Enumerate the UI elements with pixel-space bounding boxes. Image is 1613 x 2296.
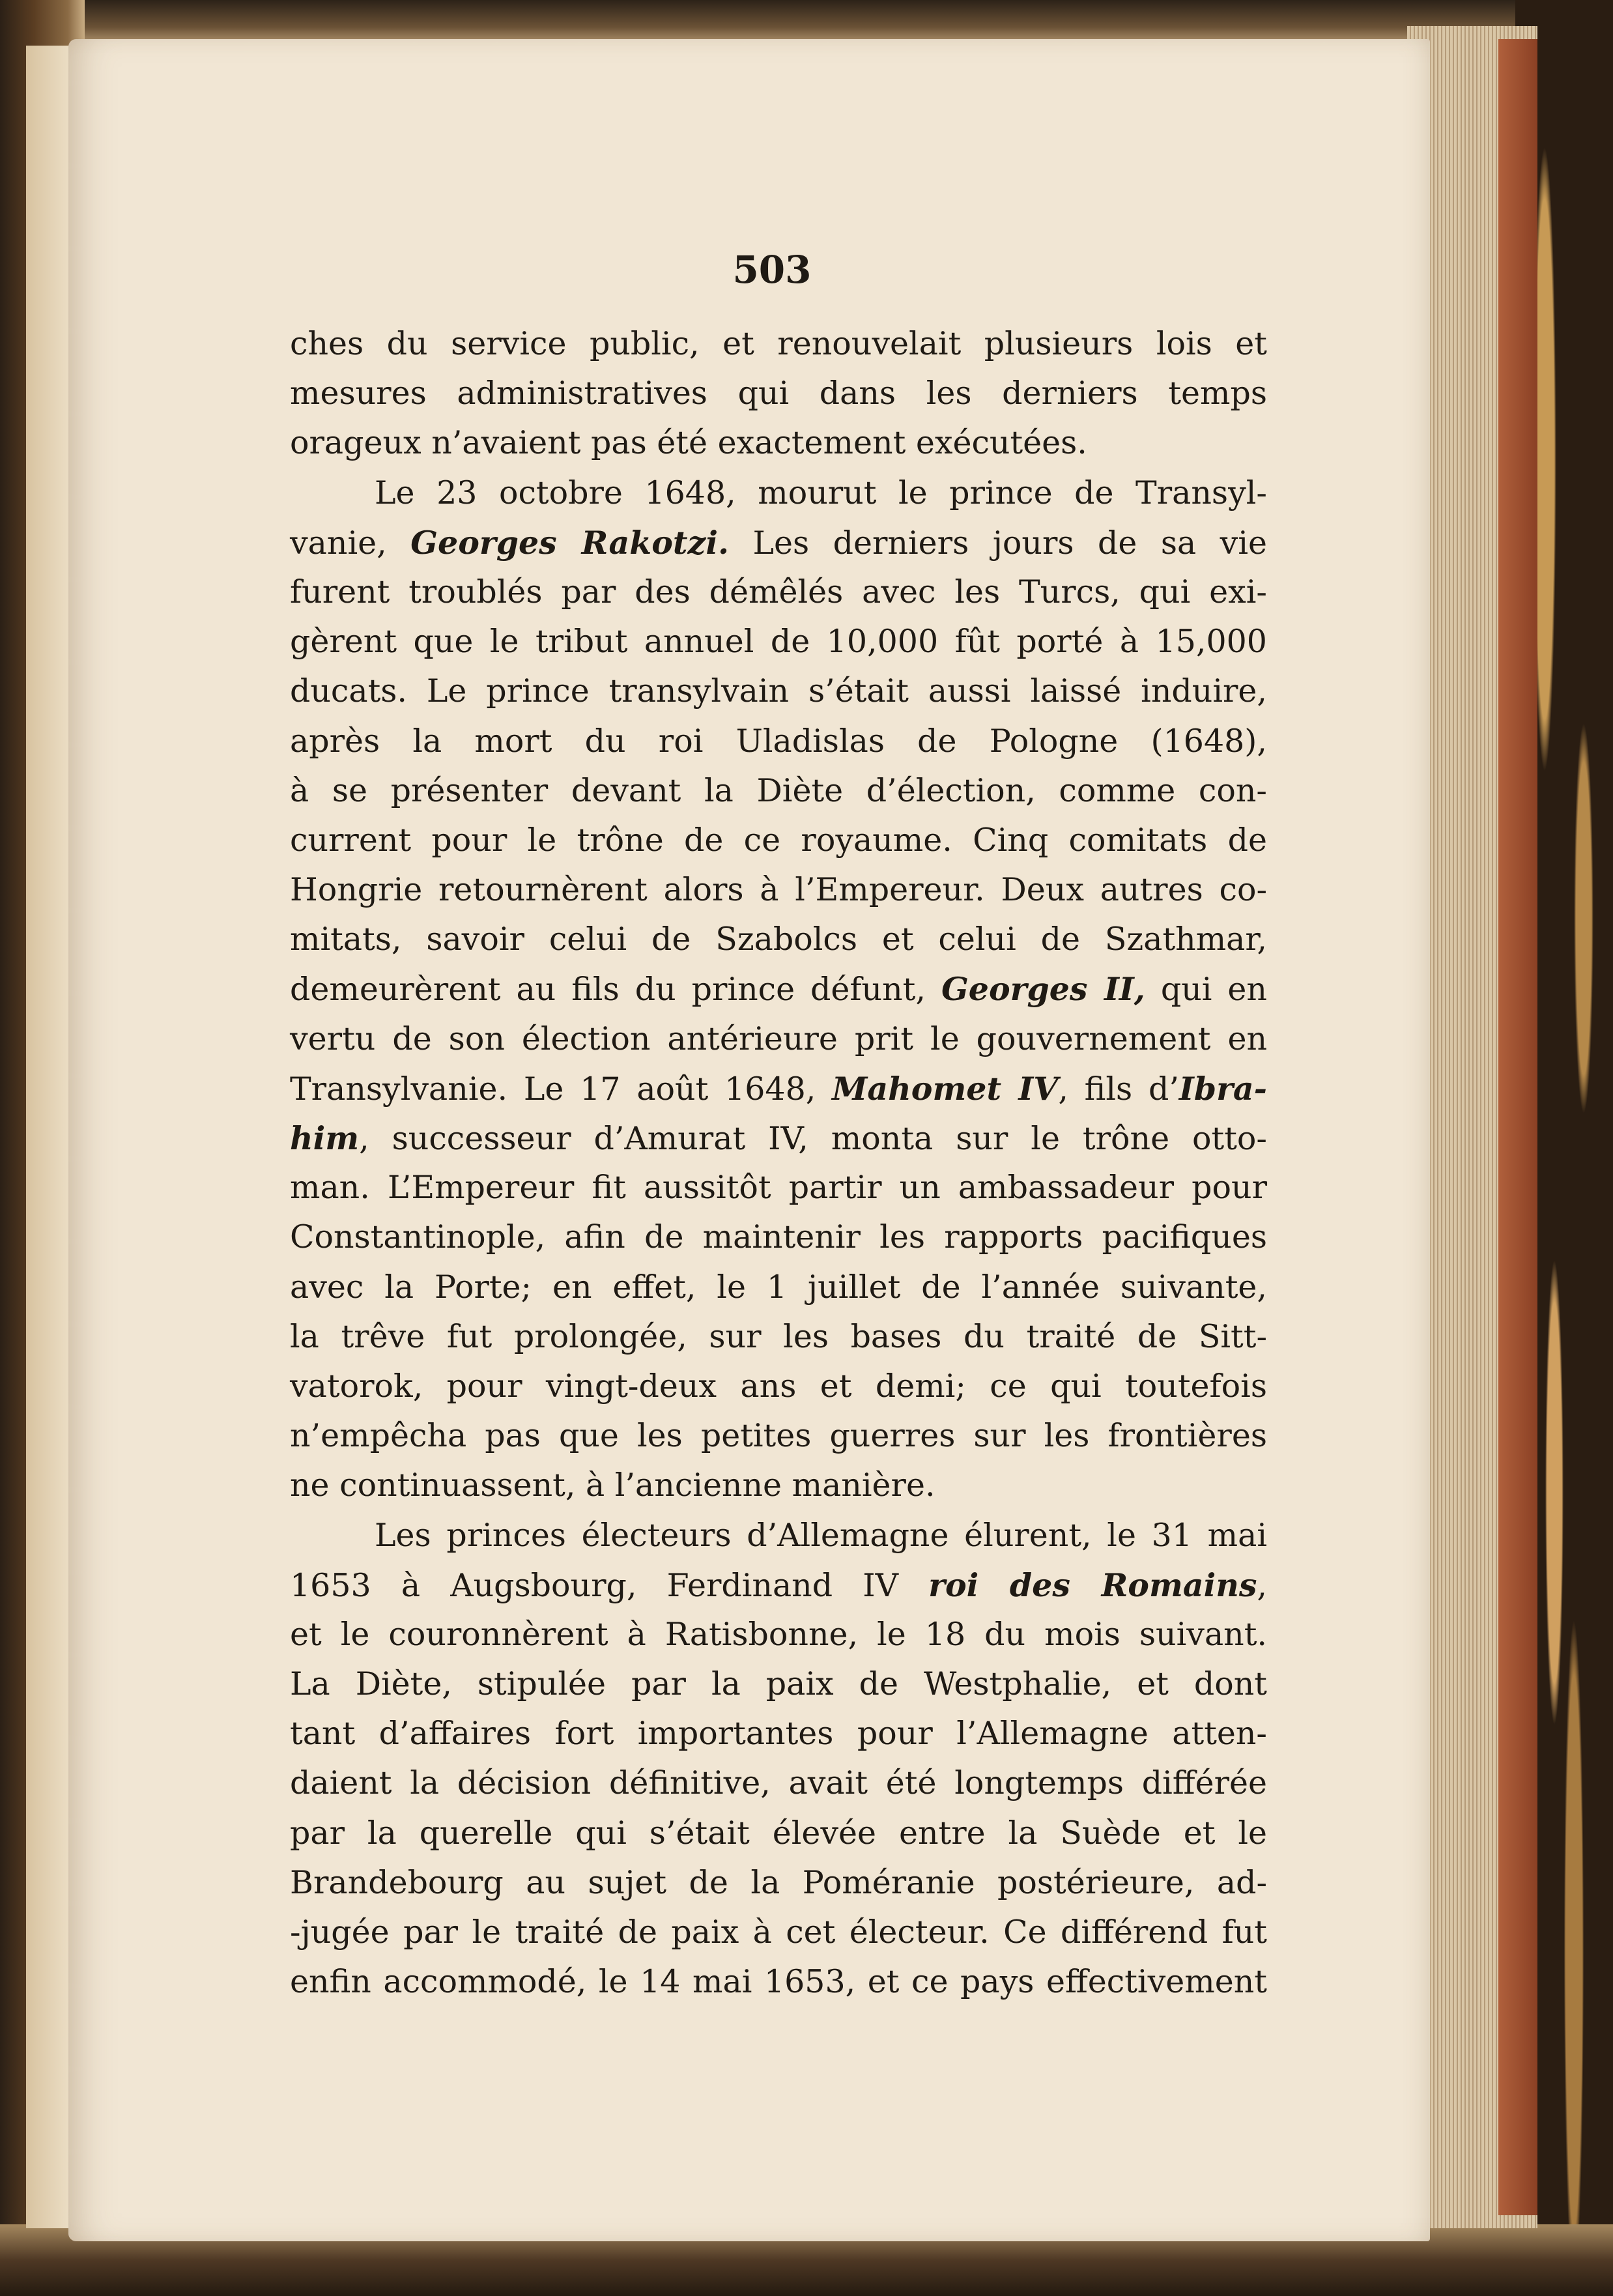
text-segment: à se présenter devant la Diète d’élection, comme con- (290, 771, 1267, 809)
text-line (290, 964, 1267, 1014)
text-segment: qui en (1145, 971, 1267, 1009)
text-line (290, 518, 1267, 567)
text-line (290, 865, 1267, 915)
text-segment: demeurèrent au fils du prince défunt, (290, 971, 941, 1009)
text-line (290, 1957, 1267, 2007)
body-text (290, 319, 1267, 2007)
text-segment: current pour le trône de ce royaume. Cinq comitats de (290, 821, 1267, 859)
text-line (290, 1610, 1267, 1659)
text-line (290, 1511, 1267, 1560)
text-line (290, 319, 1267, 369)
text-segment: mesures administratives qui dans les derniers temps (290, 375, 1267, 412)
text-segment: Hongrie retournèrent alors à l’Empereur. Deux autres co- (290, 871, 1267, 909)
text-segment: ne continuassent, à l’ancienne manière. (290, 1467, 935, 1504)
text-line (290, 717, 1267, 766)
text-segment: la trêve fut prolongée, sur les bases du traité de Sitt- (290, 1317, 1267, 1355)
text-line (290, 1312, 1267, 1362)
text-segment: Les princes électeurs d’Allemagne élurent, le 31 mai (375, 1516, 1267, 1554)
book-page (68, 39, 1430, 2241)
text-line (290, 1560, 1267, 1610)
text-line (290, 617, 1267, 667)
italic-name: Ibra- (1178, 1069, 1267, 1108)
text-line (290, 1461, 1267, 1510)
text-segment: 1653 à Augsbourg, Ferdinand IV (290, 1566, 929, 1604)
page-number: 503 (732, 248, 812, 292)
text-segment: daient la décision définitive, avait été longtemps différée (290, 1764, 1267, 1802)
text-line (290, 667, 1267, 716)
text-segment: furent troublés par des démêlés avec les Turcs, qui exi- (290, 573, 1267, 610)
text-segment: vatorok, pour vingt-deux ans et demi; ce qui toutefois (290, 1367, 1267, 1405)
text-line (290, 1858, 1267, 1908)
text-line (290, 915, 1267, 964)
text-segment: Brandebourg au sujet de la Poméranie postérieure, ad- (290, 1863, 1267, 1901)
cover-board-edge (1498, 39, 1537, 2215)
text-line (290, 1709, 1267, 1758)
text-segment: man. L’Empereur fit aussitôt partir un ambassadeur pour (290, 1169, 1267, 1207)
text-line (290, 1163, 1267, 1213)
text-line (290, 1809, 1267, 1858)
text-segment: Constantinople, afin de maintenir les rapports pacifiques (290, 1218, 1267, 1256)
text-line (290, 1411, 1267, 1461)
text-line (290, 816, 1267, 865)
text-segment: mitats, savoir celui de Szabolcs et celui de Szathmar, (290, 921, 1267, 958)
text-segment: gèrent que le tribut annuel de 10,000 fût porté à 15,000 (290, 623, 1267, 661)
text-segment: Le 23 octobre 1648, mourut le prince de Transyl- (375, 474, 1267, 511)
italic-name: Georges Rakotzi. (410, 523, 730, 562)
text-line (290, 1064, 1267, 1113)
text-segment: Les derniers jours de sa vie (729, 524, 1267, 562)
text-segment: tant d’affaires fort importantes pour l’Allemagne atten- (290, 1715, 1267, 1753)
text-segment: avec la Porte; en effet, le 1 juillet de l’année suivante, (290, 1268, 1267, 1306)
text-line (290, 369, 1267, 418)
text-line (290, 1113, 1267, 1163)
text-segment: vertu de son élection antérieure prit le gouvernement en (290, 1020, 1267, 1057)
text-line (290, 1263, 1267, 1312)
text-line (290, 1908, 1267, 1957)
text-segment: par la querelle qui s’était élevée entre la Suède et le (290, 1814, 1267, 1852)
text-segment: vanie, (290, 524, 411, 562)
text-segment: enfin accommodé, le 14 mai 1653, et ce pays effectivement (290, 1963, 1267, 2001)
text-segment: orageux n’avaient pas été exactement exécutées. (290, 424, 1087, 462)
text-segment: -jugée par le traité de paix à cet électeur. Ce différend fut (290, 1914, 1267, 1951)
italic-name: roi des Romains (928, 1566, 1257, 1604)
text-segment: , (1257, 1566, 1267, 1604)
text-segment: et le couronnèrent à Ratisbonne, le 18 du mois suivant. (290, 1615, 1267, 1653)
text-segment: , successeur d’Amurat IV, monta sur le trône otto- (359, 1120, 1267, 1157)
text-segment: n’empêcha pas que les petites guerres sur les frontières (290, 1417, 1267, 1455)
text-line (290, 567, 1267, 617)
text-line (290, 1014, 1267, 1064)
text-line (290, 766, 1267, 816)
text-segment: Transylvanie. Le 17 août 1648, (290, 1070, 833, 1108)
text-segment: ducats. Le prince transylvain s’était aussi laissé induire, (290, 672, 1267, 710)
text-line (290, 418, 1267, 468)
italic-name: him (290, 1119, 360, 1157)
text-segment: La Diète, stipulée par la paix de Westphalie, et dont (290, 1665, 1267, 1703)
text-line (290, 1362, 1267, 1411)
text-segment: ches du service public, et renouvelait plusieurs lois et (290, 325, 1267, 362)
text-line (290, 1659, 1267, 1709)
text-segment: après la mort du roi Uladislas de Pologne (1648), (290, 722, 1267, 760)
italic-name: Mahomet IV (832, 1069, 1059, 1108)
text-line (290, 1213, 1267, 1262)
text-segment: , fils d’ (1058, 1070, 1179, 1108)
italic-name: Georges II, (941, 970, 1145, 1009)
text-line (290, 1758, 1267, 1808)
text-line (290, 468, 1267, 518)
